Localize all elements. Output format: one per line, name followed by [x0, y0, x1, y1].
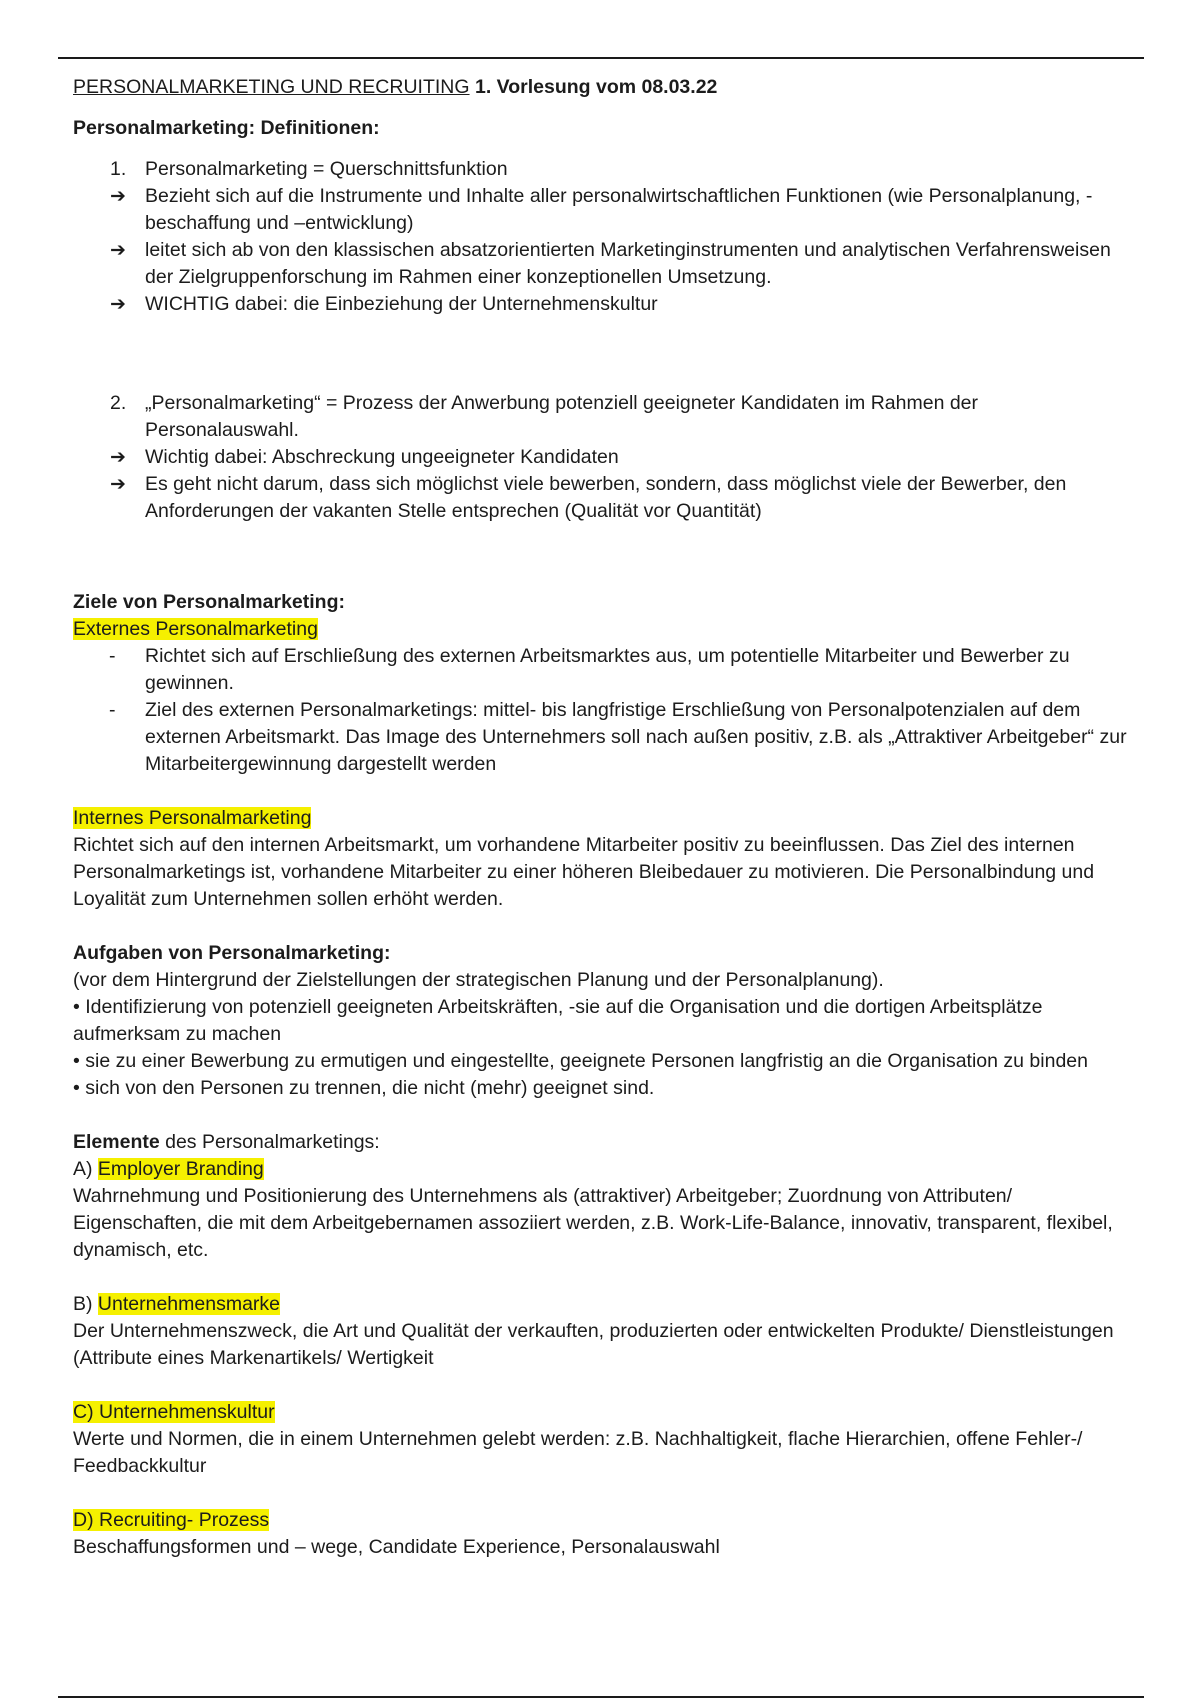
elements-heading: Elemente des Personalmarketings:: [73, 1131, 380, 1153]
task-item: • sich von den Personen zu trennen, die nicht (mehr) geeignet sind.: [73, 1077, 655, 1099]
definitions-heading: Personalmarketing: Definitionen:: [73, 117, 380, 139]
bottom-rule: [58, 1696, 1144, 1698]
dash-bullet-icon: -: [109, 645, 116, 667]
internal-marketing-text: Richtet sich auf den internen Arbeitsmarkt, um vorhandene Mitarbeiter positiv zu beeinflussen. Das Ziel des internen Personalmarketings ist, vorhandene Mitarbeiter zu einer höheren Bleibedauer zu motivieren. Die Personalbindung und Loyalität zum Unternehmen sollen erhöht werden.: [73, 834, 1095, 910]
definition-2-point: ➔ Es geht nicht darum, dass sich möglichst viele bewerben, sondern, dass möglichst viele der Bewerber, den Anforderungen der vakanten Stelle entsprechen (Qualität vor Quantität): [110, 473, 1067, 522]
definition-text: Personalmarketing = Querschnittsfunktion: [145, 158, 508, 180]
definition-text: „Personalmarketing“ = Prozess der Anwerbung potenziell geeigneter Kandidaten im Rahmen der Personalauswahl.: [145, 392, 979, 441]
arrow-right-icon: ➔: [110, 473, 126, 495]
arrow-right-icon: ➔: [110, 446, 126, 468]
definition-1-point: ➔ WICHTIG dabei: die Einbeziehung der Unternehmenskultur: [73, 291, 1133, 318]
top-rule: [58, 57, 1144, 59]
element-b-text: Der Unternehmenszweck, die Art und Qualität der verkauften, produzierten oder entwickelten Produkte/ Dienstleistungen (Attribute eines Markenartikels/ Wertigkeit: [73, 1320, 1114, 1369]
arrow-right-icon: ➔: [110, 293, 126, 315]
definition-1-point: ➔ leitet sich ab von den klassischen absatzorientierten Marketinginstrumenten und analytischen Verfahrensweisen der Zielgruppenforschung im Rahmen einer konzeptionellen Umsetzung.: [110, 239, 1111, 288]
definition-1: [73, 156, 1133, 183]
goals-heading: Ziele von Personalmarketing:: [73, 591, 346, 613]
element-d-text: Beschaffungsformen und – wege, Candidate Experience, Personalauswahl: [73, 1536, 720, 1558]
element-b-title: B) Unternehmensmarke: [73, 1293, 281, 1315]
definition-number: 1.: [110, 158, 127, 180]
document-page: [73, 74, 1133, 1561]
tasks-heading: Aufgaben von Personalmarketing:: [73, 942, 391, 964]
dash-bullet-icon: -: [109, 699, 116, 721]
element-c-title: C) Unternehmenskultur: [73, 1401, 275, 1423]
tasks-intro: (vor dem Hintergrund der Zielstellungen der strategischen Planung und der Personalplanung).: [73, 969, 884, 991]
element-c-text: Werte und Normen, die in einem Unternehmen gelebt werden: z.B. Nachhaltigkeit, flache Hierarchien, offene Fehler-/ Feedbackkultur: [73, 1428, 1083, 1477]
arrow-right-icon: ➔: [110, 239, 126, 261]
task-item: • Identifizierung von potenziell geeigneten Arbeitskräften, -sie auf die Organisation und die dortigen Arbeitsplätze aufmerksam zu machen: [73, 996, 1043, 1045]
task-item: • sie zu einer Bewerbung zu ermutigen und eingestellte, geeignete Personen langfristig an die Organisation zu binden: [73, 1050, 1088, 1072]
lecture-date: 1. Vorlesung vom 08.03.22: [474, 76, 718, 98]
external-goal-item: - Ziel des externen Personalmarketings: mittel- bis langfristige Erschließung von Personalpotenzialen auf dem externen Arbeitsmarkt. Das Image des Unternehmers soll nach außen positiv, z.B. als „Attraktiver Arbeitgeber“ zur Mitarbeitergewinnung dargestellt werden: [109, 699, 1127, 775]
element-a-title: A) Employer Branding: [73, 1158, 264, 1180]
internal-marketing-label: Internes Personalmarketing: [73, 807, 312, 829]
external-goal-item: - Richtet sich auf Erschließung des externen Arbeitsmarktes aus, um potentielle Mitarbeiter und Bewerber zu gewinnen.: [109, 645, 1070, 694]
arrow-right-icon: ➔: [110, 185, 126, 207]
document-title: [73, 74, 1133, 101]
definition-number: 2.: [110, 392, 127, 414]
external-marketing-label: Externes Personalmarketing: [73, 618, 318, 640]
definition-2-point: ➔ Wichtig dabei: Abschreckung ungeeigneter Kandidaten: [73, 444, 1133, 471]
definition-1-point: ➔ Bezieht sich auf die Instrumente und Inhalte aller personalwirtschaftlichen Funktionen (wie Personalplanung, -beschaffung und –entwicklung): [110, 185, 1093, 234]
definition-2: [73, 390, 1133, 444]
element-a-text: Wahrnehmung und Positionierung des Unternehmens als (attraktiver) Arbeitgeber; Zuordnung von Attributen/ Eigenschaften, die mit dem Arbeitgebernamen assoziiert werden, z.B. Work-Life-Balance, innovativ, transparent, flexibel, dynamisch, etc.: [73, 1185, 1113, 1261]
element-d-title: D) Recruiting- Prozess: [73, 1509, 270, 1531]
course-title: PERSONALMARKETING UND RECRUITING: [73, 76, 470, 98]
